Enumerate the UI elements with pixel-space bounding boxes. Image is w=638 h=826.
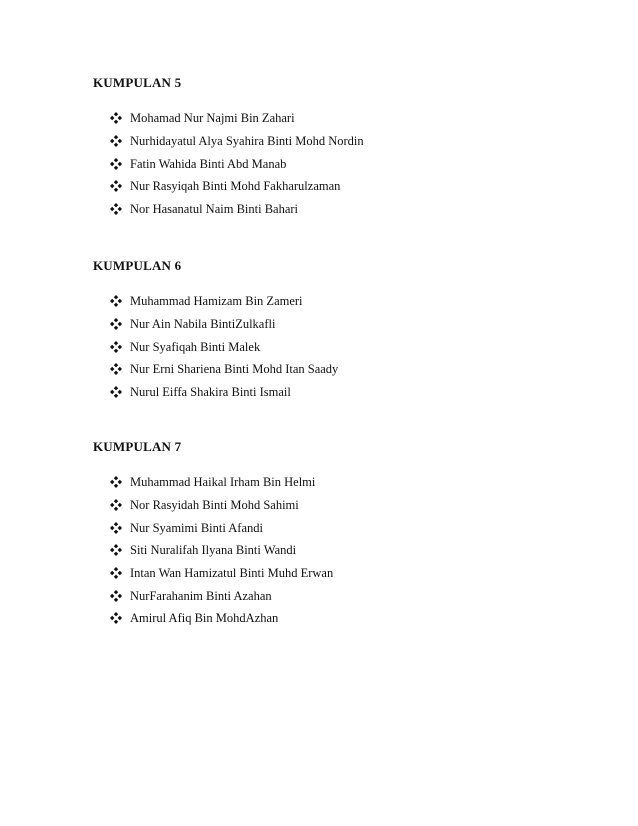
list-item: [110, 335, 338, 358]
member-name: Nur Syafiqah Binti Malek: [130, 339, 261, 354]
member-name: Nor Hasanatul Naim Binti Bahari: [130, 202, 299, 217]
group-title: KUMPULAN 5: [93, 75, 182, 90]
list-item: [110, 130, 364, 153]
list-item: [110, 584, 333, 607]
member-name: Nurul Eiffa Shakira Binti Ismail: [130, 385, 291, 400]
list-item: [110, 358, 338, 381]
member-name: Nur Erni Shariena Binti Mohd Itan Saady: [130, 362, 339, 377]
diamond-bullet-icon: [110, 544, 122, 556]
member-name: Nur Rasyiqah Binti Mohd Fakharulzaman: [130, 179, 341, 194]
group-section-7: [93, 439, 593, 626]
member-name: Nur Syamimi Binti Afandi: [130, 520, 263, 535]
member-list: [110, 290, 338, 403]
member-list: [110, 107, 364, 220]
member-name: NurFarahanim Binti Azahan: [130, 588, 272, 603]
diamond-bullet-icon: [110, 180, 122, 192]
list-item: [110, 107, 364, 130]
diamond-bullet-icon: [110, 612, 122, 624]
diamond-bullet-icon: [110, 203, 122, 215]
diamond-bullet-icon: [110, 363, 122, 375]
member-name: Nur Ain Nabila BintiZulkafli: [130, 317, 276, 332]
list-item: [110, 198, 364, 221]
diamond-bullet-icon: [110, 158, 122, 170]
list-item: [110, 175, 364, 198]
list-item: [110, 494, 333, 517]
list-item: [110, 516, 333, 539]
diamond-bullet-icon: [110, 295, 122, 307]
member-name: Fatin Wahida Binti Abd Manab: [130, 156, 287, 171]
diamond-bullet-icon: [110, 567, 122, 579]
list-item: [110, 471, 333, 494]
member-list: [110, 471, 333, 630]
diamond-bullet-icon: [110, 386, 122, 398]
diamond-bullet-icon: [110, 135, 122, 147]
member-name: Siti Nuralifah Ilyana Binti Wandi: [130, 543, 297, 558]
diamond-bullet-icon: [110, 522, 122, 534]
member-name: Intan Wan Hamizatul Binti Muhd Erwan: [130, 566, 334, 581]
group-section-5: [93, 75, 593, 217]
list-item: [110, 152, 364, 175]
member-name: Mohamad Nur Najmi Bin Zahari: [130, 111, 295, 126]
diamond-bullet-icon: [110, 318, 122, 330]
group-title: KUMPULAN 6: [93, 258, 182, 273]
diamond-bullet-icon: [110, 590, 122, 602]
member-name: Nurhidayatul Alya Syahira Binti Mohd Nordin: [130, 134, 364, 149]
member-name: Nor Rasyidah Binti Mohd Sahimi: [130, 498, 299, 513]
diamond-bullet-icon: [110, 499, 122, 511]
list-item: [110, 607, 333, 630]
member-name: Muhammad Hamizam Bin Zameri: [130, 294, 303, 309]
list-item: [110, 313, 338, 336]
list-item: [110, 290, 338, 313]
list-item: [110, 562, 333, 585]
diamond-bullet-icon: [110, 112, 122, 124]
diamond-bullet-icon: [110, 476, 122, 488]
diamond-bullet-icon: [110, 341, 122, 353]
group-title: KUMPULAN 7: [93, 439, 182, 454]
list-item: [110, 539, 333, 562]
member-name: Muhammad Haikal Irham Bin Helmi: [130, 475, 316, 490]
group-section-6: [93, 258, 593, 400]
member-name: Amirul Afiq Bin MohdAzhan: [130, 611, 279, 626]
list-item: [110, 381, 338, 404]
